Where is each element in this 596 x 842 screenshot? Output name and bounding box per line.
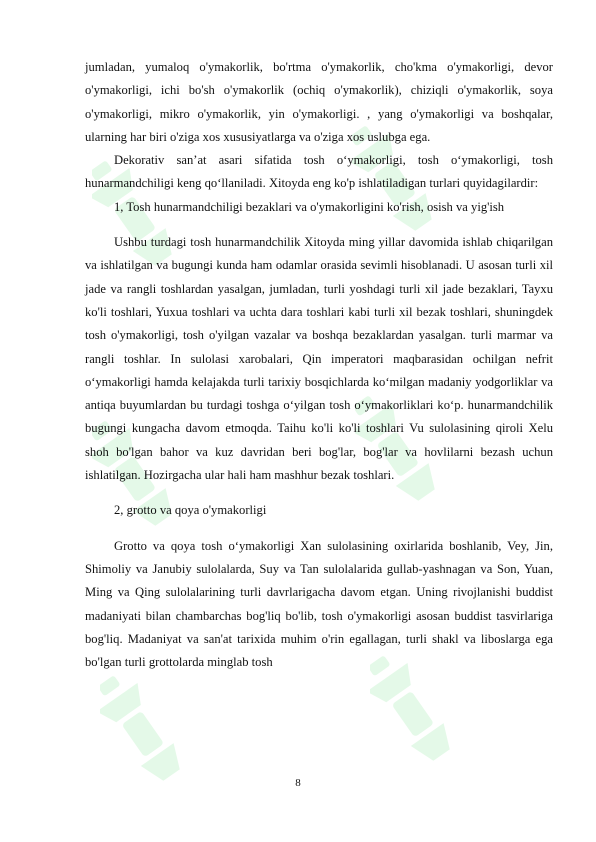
paragraph: Ushbu turdagi tosh hunarmandchilik Xitoyda ming yillar davomida ishlab chiqarilgan va ishlatilgan va bugungi kunda ham odamlar orasida sevimli hisoblanadi. U asosan turli xil jade va rangli toshlardan yasalgan, jumladan, turli yoshdagi turli xil jade bezaklari, Tayxu ko'li toshlari, Yuxua toshlari va uchta dara toshlari kabi turli xil bezak toshlari, shuningdek tosh o'ymakorligi, tosh o'yilgan vazalar va boshqa bezaklardan yasalgan. turli marmar va rangli toshlar. In sulolasi xarobalari, Qin imperatori maqbarasidan ochilgan nefrit o‘ymakorligi hamda kelajakda turli tarixiy bosqichlarda ko‘milgan madaniy yodgorliklar va antiqa buyumlardan bu turdagi toshga o‘yilgan tosh o‘ymakorliklari ko‘p. hunarmandchilik bugungi kungacha davom etmoqda. Taihu ko'li ko'li toshlari Vu sulolasining qiroli Xelu shoh bo'lgan bahor va kuz davridan beri bog'lar, bog'lar va hovlilarni bezash uchun ishlatilgan. Hozirgacha ular hali ham mashhur bezak toshlari. <box>85 235 553 483</box>
page-number: 8 <box>295 777 301 789</box>
paragraph-gap <box>85 487 553 499</box>
paragraph-gap <box>85 523 553 535</box>
paragraph-gap <box>85 219 553 231</box>
paragraph: Dekorativ san’at asari sifatida tosh o‘ymakorligi, tosh o‘ymakorligi, tosh hunarmandchiligi keng qo‘llaniladi. Xitoyda eng ko'p ishlatiladigan turlari quyidagilardir: <box>85 153 553 191</box>
section-heading: 2, grotto va qoya o'ymakorligi <box>114 503 267 518</box>
paragraph: Grotto va qoya tosh o‘ymakorligi Xan sulolasining oxirlarida boshlanib, Vey, Jin, Shimoliy va Janubiy sulolalarda, Suy va Tan sulolalarida gullab-yashnagan va Son, Yuan, Ming va Qing sulolalarining turli davrlarigacha davom etgan. Uning rivojlanishi buddist madaniyati bilan chambarchas bog'liq bo'lib, tosh o'ymakorligi asosan buddist tasvirlariga bog'liq. Madaniyat va san'at tarixida muhim o'rin egallagan, turli shakl va liboslarga ega bo'lgan turli grottolarda minglab tosh <box>85 538 553 670</box>
section-heading: 1, Tosh hunarmandchiligi bezaklari va o'ymakorligini ko'rish, osish va yig'ish <box>114 199 505 214</box>
watermark-logo <box>100 665 180 795</box>
document-body <box>85 56 553 674</box>
paragraph: jumladan, yumaloq o'ymakorlik, bo'rtma o'ymakorlik, cho'kma o'ymakorligi, devor o'ymakorligi, ichi bo'sh o'ymakorlik (ochiq o'ymakorlik), chiziqli o'ymakorlik, soya o'ymakorligi, mikro o'ymakorlik, yin o'ymakorligi. , yang o'ymakorligi va boshqalar, ularning har biri o'ziga xos xususiyatlarga va o'ziga xos uslubga ega. <box>85 60 553 144</box>
